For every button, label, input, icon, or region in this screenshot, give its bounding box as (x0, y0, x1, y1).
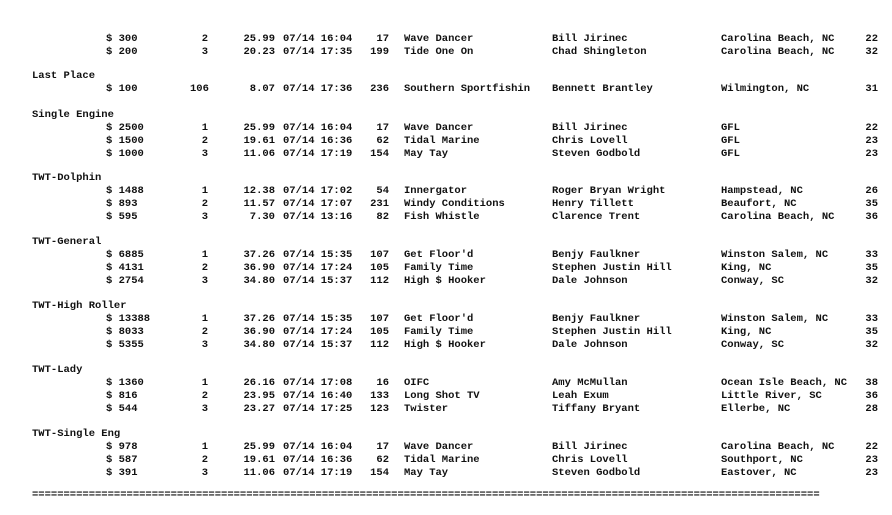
angler-cell: Chad Shingleton (552, 46, 647, 58)
boat-name-cell: Family Time (404, 326, 474, 338)
amount-cell: $ 1488 (106, 185, 144, 197)
score-cell: 32 (865, 339, 878, 351)
datetime-cell: 07/14 17:08 (283, 377, 353, 389)
result-row (0, 262, 892, 275)
weight-cell: 8.07 (249, 83, 275, 95)
section-title: TWT-Lady (32, 364, 83, 376)
city-cell: Wilmington, NC (721, 83, 810, 95)
result-row (0, 454, 892, 467)
amount-cell: $ 978 (106, 441, 138, 453)
city-cell: GFL (721, 148, 740, 160)
score-cell: 32 (865, 46, 878, 58)
city-cell: Ellerbe, NC (721, 403, 791, 415)
place-cell: 2 (201, 390, 208, 402)
score-cell: 36 (865, 390, 878, 402)
boat-number-cell: 112 (370, 339, 389, 351)
score-cell: 28 (865, 403, 878, 415)
place-cell: 2 (201, 198, 208, 210)
boat-name-cell: Windy Conditions (404, 198, 505, 210)
place-cell: 3 (201, 148, 208, 160)
boat-number-cell: 105 (370, 262, 389, 274)
amount-cell: $ 587 (106, 454, 138, 466)
section-title: TWT-Single Eng (32, 428, 121, 440)
score-cell: 23 (865, 148, 878, 160)
place-cell: 3 (201, 211, 208, 223)
result-row (0, 403, 892, 416)
amount-cell: $ 816 (106, 390, 138, 402)
datetime-cell: 07/14 17:19 (283, 148, 353, 160)
result-row (0, 377, 892, 390)
weight-cell: 19.61 (243, 135, 275, 147)
amount-cell: $ 13388 (106, 313, 151, 325)
city-cell: Winston Salem, NC (721, 249, 829, 261)
weight-cell: 11.06 (243, 467, 275, 479)
section-title: Last Place (32, 70, 96, 82)
place-cell: 3 (201, 467, 208, 479)
city-cell: Carolina Beach, NC (721, 33, 835, 45)
boat-number-cell: 17 (376, 33, 389, 45)
city-cell: Carolina Beach, NC (721, 441, 835, 453)
amount-cell: $ 1000 (106, 148, 144, 160)
boat-number-cell: 154 (370, 148, 389, 160)
score-cell: 23 (865, 467, 878, 479)
result-row (0, 135, 892, 148)
boat-number-cell: 54 (376, 185, 389, 197)
amount-cell: $ 4131 (106, 262, 144, 274)
score-cell: 35 (865, 198, 878, 210)
city-cell: GFL (721, 135, 740, 147)
score-cell: 32 (865, 275, 878, 287)
city-cell: Little River, SC (721, 390, 822, 402)
section-title: TWT-Dolphin (32, 172, 102, 184)
score-cell: 33 (865, 313, 878, 325)
city-cell: Ocean Isle Beach, NC (721, 377, 848, 389)
boat-name-cell: Wave Dancer (404, 122, 474, 134)
datetime-cell: 07/14 17:36 (283, 83, 353, 95)
city-cell: King, NC (721, 326, 772, 338)
city-cell: Carolina Beach, NC (721, 211, 835, 223)
place-cell: 106 (190, 83, 209, 95)
angler-cell: Leah Exum (552, 390, 609, 402)
angler-cell: Roger Bryan Wright (552, 185, 666, 197)
place-cell: 1 (201, 377, 208, 389)
datetime-cell: 07/14 16:36 (283, 135, 353, 147)
score-cell: 31 (865, 83, 878, 95)
amount-cell: $ 5355 (106, 339, 144, 351)
boat-name-cell: High $ Hooker (404, 339, 486, 351)
result-row (0, 313, 892, 326)
angler-cell: Bill Jirinec (552, 33, 628, 45)
boat-number-cell: 231 (370, 198, 389, 210)
angler-cell: Bill Jirinec (552, 441, 628, 453)
score-cell: 22 (865, 441, 878, 453)
boat-number-cell: 154 (370, 467, 389, 479)
place-cell: 1 (201, 313, 208, 325)
result-row (0, 249, 892, 262)
boat-number-cell: 62 (376, 135, 389, 147)
city-cell: Conway, SC (721, 339, 785, 351)
amount-cell: $ 391 (106, 467, 138, 479)
angler-cell: Bennett Brantley (552, 83, 653, 95)
city-cell: Hampstead, NC (721, 185, 803, 197)
section-title: Single Engine (32, 109, 114, 121)
datetime-cell: 07/14 16:04 (283, 122, 353, 134)
place-cell: 3 (201, 275, 208, 287)
amount-cell: $ 2754 (106, 275, 144, 287)
datetime-cell: 07/14 17:19 (283, 467, 353, 479)
place-cell: 1 (201, 122, 208, 134)
datetime-cell: 07/14 15:37 (283, 339, 353, 351)
amount-cell: $ 100 (106, 83, 138, 95)
amount-cell: $ 2500 (106, 122, 144, 134)
weight-cell: 25.99 (243, 441, 275, 453)
angler-cell: Clarence Trent (552, 211, 641, 223)
angler-cell: Chris Lovell (552, 135, 628, 147)
boat-name-cell: Wave Dancer (404, 33, 474, 45)
angler-cell: Henry Tillett (552, 198, 634, 210)
boat-name-cell: Tidal Marine (404, 135, 480, 147)
boat-name-cell: May Tay (404, 148, 449, 160)
weight-cell: 11.57 (243, 198, 275, 210)
city-cell: Eastover, NC (721, 467, 797, 479)
datetime-cell: 07/14 17:24 (283, 262, 353, 274)
angler-cell: Steven Godbold (552, 148, 641, 160)
datetime-cell: 07/14 16:36 (283, 454, 353, 466)
place-cell: 1 (201, 249, 208, 261)
weight-cell: 25.99 (243, 33, 275, 45)
weight-cell: 26.16 (243, 377, 275, 389)
boat-name-cell: Southern Sportfishin (404, 83, 531, 95)
datetime-cell: 07/14 16:04 (283, 441, 353, 453)
weight-cell: 34.80 (243, 339, 275, 351)
score-cell: 38 (865, 377, 878, 389)
boat-number-cell: 17 (376, 441, 389, 453)
weight-cell: 7.30 (249, 211, 275, 223)
result-row (0, 326, 892, 339)
datetime-cell: 07/14 17:25 (283, 403, 353, 415)
result-row (0, 467, 892, 480)
weight-cell: 37.26 (243, 313, 275, 325)
city-cell: Southport, NC (721, 454, 803, 466)
boat-number-cell: 199 (370, 46, 389, 58)
boat-name-cell: Tide One On (404, 46, 474, 58)
datetime-cell: 07/14 16:40 (283, 390, 353, 402)
place-cell: 2 (201, 326, 208, 338)
datetime-cell: 07/14 17:35 (283, 46, 353, 58)
score-cell: 22 (865, 122, 878, 134)
weight-cell: 36.90 (243, 262, 275, 274)
angler-cell: Benjy Faulkner (552, 313, 641, 325)
datetime-cell: 07/14 17:02 (283, 185, 353, 197)
weight-cell: 37.26 (243, 249, 275, 261)
footer-divider: ============================================================================================================================= (32, 489, 820, 501)
result-row (0, 275, 892, 288)
angler-cell: Benjy Faulkner (552, 249, 641, 261)
weight-cell: 23.95 (243, 390, 275, 402)
angler-cell: Dale Johnson (552, 275, 628, 287)
boat-number-cell: 133 (370, 390, 389, 402)
amount-cell: $ 1500 (106, 135, 144, 147)
datetime-cell: 07/14 15:35 (283, 313, 353, 325)
datetime-cell: 07/14 15:35 (283, 249, 353, 261)
amount-cell: $ 6885 (106, 249, 144, 261)
result-row (0, 33, 892, 46)
boat-name-cell: Family Time (404, 262, 474, 274)
weight-cell: 19.61 (243, 454, 275, 466)
boat-number-cell: 62 (376, 454, 389, 466)
city-cell: King, NC (721, 262, 772, 274)
datetime-cell: 07/14 17:24 (283, 326, 353, 338)
result-row (0, 339, 892, 352)
weight-cell: 34.80 (243, 275, 275, 287)
angler-cell: Bill Jirinec (552, 122, 628, 134)
boat-name-cell: Fish Whistle (404, 211, 480, 223)
amount-cell: $ 893 (106, 198, 138, 210)
angler-cell: Chris Lovell (552, 454, 628, 466)
angler-cell: Tiffany Bryant (552, 403, 641, 415)
place-cell: 3 (201, 403, 208, 415)
place-cell: 2 (201, 135, 208, 147)
place-cell: 3 (201, 339, 208, 351)
datetime-cell: 07/14 17:07 (283, 198, 353, 210)
boat-name-cell: Innergator (404, 185, 468, 197)
place-cell: 2 (201, 454, 208, 466)
score-cell: 33 (865, 249, 878, 261)
result-row (0, 83, 892, 96)
boat-name-cell: High $ Hooker (404, 275, 486, 287)
score-cell: 36 (865, 211, 878, 223)
boat-name-cell: May Tay (404, 467, 449, 479)
angler-cell: Dale Johnson (552, 339, 628, 351)
boat-name-cell: Long Shot TV (404, 390, 480, 402)
city-cell: Beaufort, NC (721, 198, 797, 210)
result-row (0, 122, 892, 135)
boat-number-cell: 82 (376, 211, 389, 223)
score-cell: 35 (865, 326, 878, 338)
datetime-cell: 07/14 15:37 (283, 275, 353, 287)
boat-number-cell: 17 (376, 122, 389, 134)
score-cell: 35 (865, 262, 878, 274)
angler-cell: Amy McMullan (552, 377, 628, 389)
angler-cell: Stephen Justin Hill (552, 262, 672, 274)
boat-number-cell: 105 (370, 326, 389, 338)
weight-cell: 12.38 (243, 185, 275, 197)
score-cell: 22 (865, 33, 878, 45)
section-title: TWT-High Roller (32, 300, 127, 312)
result-row (0, 46, 892, 59)
score-cell: 23 (865, 454, 878, 466)
amount-cell: $ 1360 (106, 377, 144, 389)
boat-number-cell: 123 (370, 403, 389, 415)
weight-cell: 25.99 (243, 122, 275, 134)
amount-cell: $ 595 (106, 211, 138, 223)
result-row (0, 390, 892, 403)
boat-name-cell: OIFC (404, 377, 430, 389)
city-cell: Conway, SC (721, 275, 785, 287)
place-cell: 3 (201, 46, 208, 58)
place-cell: 2 (201, 262, 208, 274)
angler-cell: Stephen Justin Hill (552, 326, 672, 338)
city-cell: GFL (721, 122, 740, 134)
weight-cell: 20.23 (243, 46, 275, 58)
boat-number-cell: 16 (376, 377, 389, 389)
boat-name-cell: Get Floor'd (404, 313, 474, 325)
score-cell: 26 (865, 185, 878, 197)
boat-name-cell: Tidal Marine (404, 454, 480, 466)
boat-name-cell: Wave Dancer (404, 441, 474, 453)
weight-cell: 23.27 (243, 403, 275, 415)
weight-cell: 36.90 (243, 326, 275, 338)
section-title: TWT-General (32, 236, 102, 248)
boat-number-cell: 112 (370, 275, 389, 287)
place-cell: 2 (201, 33, 208, 45)
city-cell: Carolina Beach, NC (721, 46, 835, 58)
result-row (0, 441, 892, 454)
angler-cell: Steven Godbold (552, 467, 641, 479)
boat-number-cell: 107 (370, 249, 389, 261)
result-row (0, 211, 892, 224)
city-cell: Winston Salem, NC (721, 313, 829, 325)
datetime-cell: 07/14 16:04 (283, 33, 353, 45)
boat-number-cell: 236 (370, 83, 389, 95)
amount-cell: $ 300 (106, 33, 138, 45)
place-cell: 1 (201, 441, 208, 453)
result-row (0, 198, 892, 211)
amount-cell: $ 8033 (106, 326, 144, 338)
boat-number-cell: 107 (370, 313, 389, 325)
score-cell: 23 (865, 135, 878, 147)
boat-name-cell: Twister (404, 403, 449, 415)
amount-cell: $ 544 (106, 403, 138, 415)
boat-name-cell: Get Floor'd (404, 249, 474, 261)
datetime-cell: 07/14 13:16 (283, 211, 353, 223)
weight-cell: 11.06 (243, 148, 275, 160)
result-row (0, 148, 892, 161)
place-cell: 1 (201, 185, 208, 197)
amount-cell: $ 200 (106, 46, 138, 58)
result-row (0, 185, 892, 198)
